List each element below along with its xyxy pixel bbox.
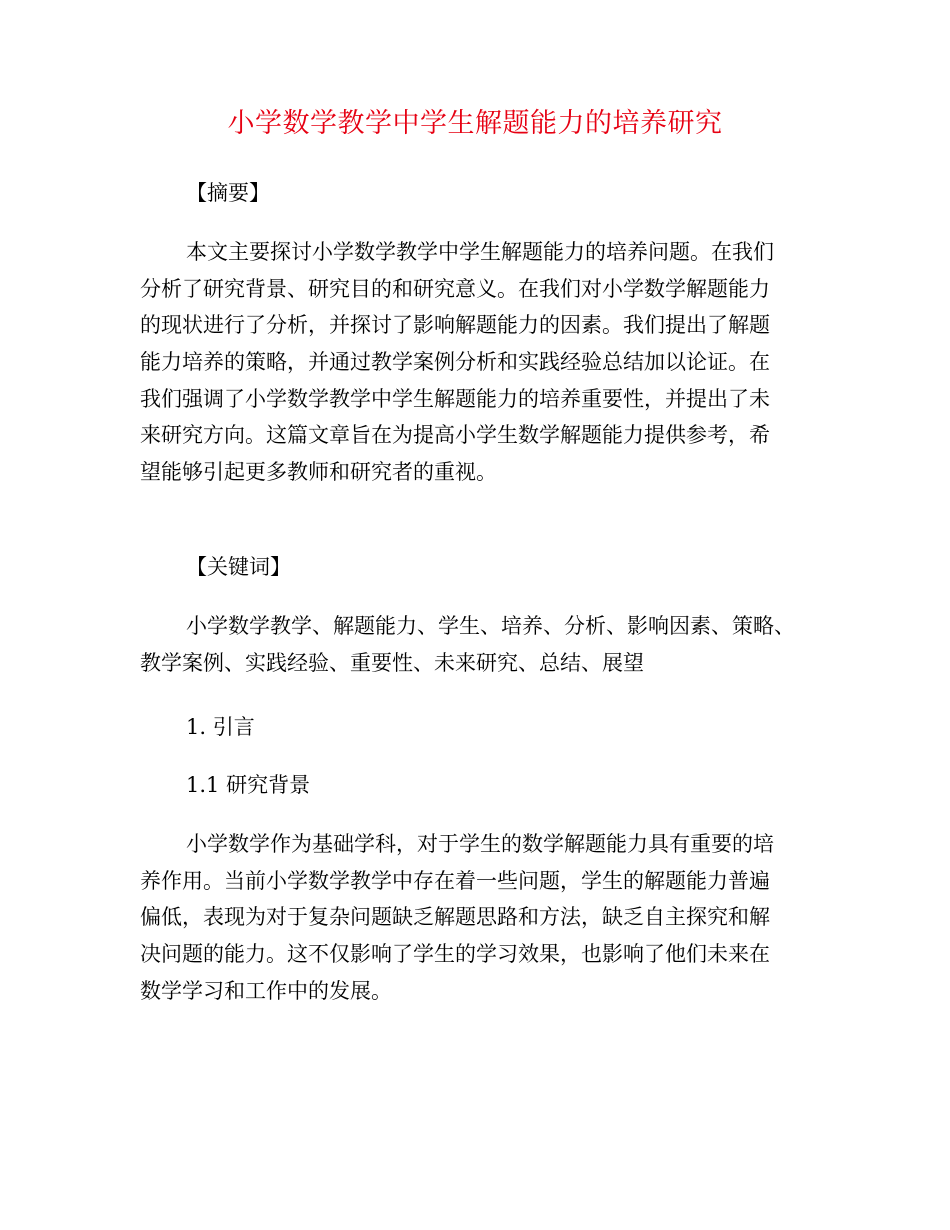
keywords-paragraph <box>140 608 840 681</box>
keywords-line: 教学案例、实践经验、重要性、未来研究、总结、展望 <box>140 650 644 675</box>
background-line: 数学学习和工作中的发展。 <box>140 978 392 1003</box>
section-heading-background: 1.1 研究背景 <box>186 773 311 797</box>
abstract-paragraph <box>140 234 840 491</box>
abstract-line: 的现状进行了分析，并探讨了影响解题能力的因素。我们提出了解题 <box>140 313 770 338</box>
abstract-line: 来研究方向。这篇文章旨在为提高小学生数学解题能力提供参考，希 <box>140 423 770 448</box>
abstract-line: 望能够引起更多教师和研究者的重视。 <box>140 460 497 485</box>
abstract-label: 【摘要】 <box>186 181 270 205</box>
abstract-line: 本文主要探讨小学数学教学中学生解题能力的培养问题。在我们 <box>186 240 774 264</box>
background-line: 偏低，表现为对于复杂问题缺乏解题思路和方法，缺乏自主探究和解 <box>140 905 770 930</box>
background-line: 决问题的能力。这不仅影响了学生的学习效果，也影响了他们未来在 <box>140 942 770 967</box>
document-title: 小学数学教学中学生解题能力的培养研究 <box>227 108 723 139</box>
abstract-line: 我们强调了小学数学教学中学生解题能力的培养重要性，并提出了未 <box>140 386 770 411</box>
background-paragraph <box>140 826 840 1009</box>
keywords-label: 【关键词】 <box>186 555 291 579</box>
background-line: 养作用。当前小学数学教学中存在着一些问题，学生的解题能力普遍 <box>140 868 770 893</box>
keywords-line: 小学数学教学、解题能力、学生、培养、分析、影响因素、策略、 <box>186 614 795 638</box>
abstract-line: 能力培养的策略，并通过教学案例分析和实践经验总结加以论证。在 <box>140 350 770 375</box>
background-line: 小学数学作为基础学科，对于学生的数学解题能力具有重要的培 <box>186 832 774 856</box>
section-heading-introduction: 1. 引言 <box>186 715 255 739</box>
abstract-line: 分析了研究背景、研究目的和研究意义。在我们对小学数学解题能力 <box>140 276 770 301</box>
